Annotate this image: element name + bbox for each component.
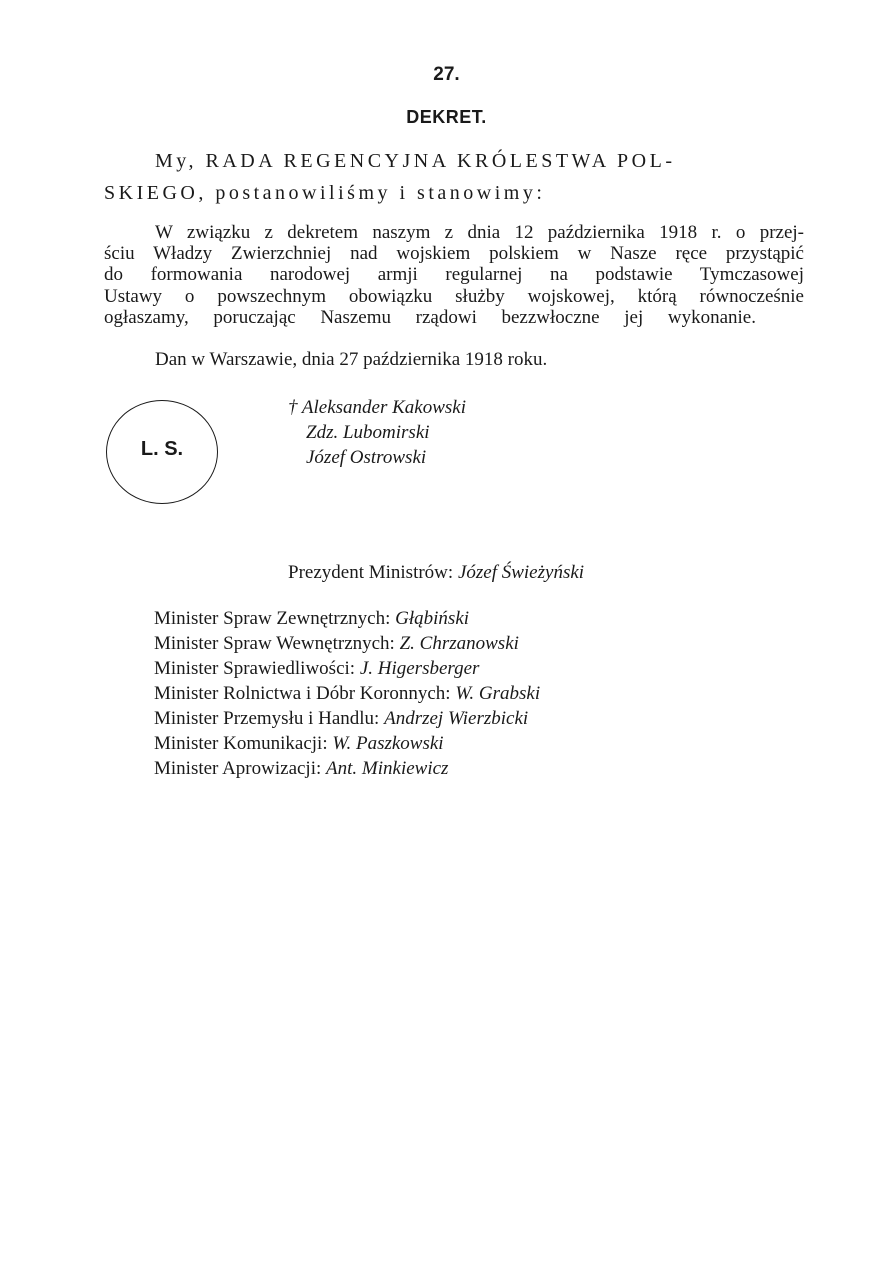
minister-name: W. Paszkowski [332,733,444,754]
president-name: Józef Świeżyński [457,562,585,583]
decree-title: DEKRET. [406,107,487,127]
body-line: ogłaszamy, poruczając Naszemu rządowi bezzwłoczne jej wykonanie. [104,307,756,328]
signature: Józef Ostrowski [306,447,427,468]
minister-name: J. Higersberger [359,658,480,679]
minister-label: Minister Przemysłu i Handlu: [154,708,380,729]
minister-label: Minister Aprowizacji: [154,758,322,779]
minister-name: W. Grabski [455,683,541,704]
seal-text: L. S. [140,438,184,460]
president-line [288,562,584,584]
minister-row [154,658,479,680]
minister-label: Minister Sprawiedliwości: [154,658,356,679]
preamble-line-1: My, RADA REGENCYJNA KRÓLESTWA POL- [155,150,676,172]
president-label: Prezydent Ministrów: [288,562,454,583]
body-line: W związku z dekretem naszym z dnia 12 października 1918 r. o przej- [155,222,804,243]
minister-name: Głąbiński [395,608,470,629]
body-line: ściu Władzy Zwierzchniej nad wojskiem polskiem w Nasze ręce przystąpić [104,243,804,264]
body-line: do formowania narodowej armji regularnej na podstawie Tymczasowej [104,264,804,285]
minister-row [154,608,469,630]
minister-row [154,733,444,755]
decree-number: 27. [433,64,460,85]
minister-label: Minister Spraw Wewnętrznych: [154,633,395,654]
signature: Zdz. Lubomirski [306,422,430,443]
minister-name: Z. Chrzanowski [399,633,519,654]
minister-name: Andrzej Wierzbicki [384,708,529,729]
minister-label: Minister Rolnictwa i Dóbr Koronnych: [154,683,451,704]
minister-row [154,683,540,705]
minister-row [154,708,528,730]
body-line: Ustawy o powszechnym obowiązku służby wojskowej, którą równocześnie [104,286,804,307]
preamble-line-2: SKIEGO, postanowiliśmy i stanowimy: [104,182,546,204]
minister-row [154,633,519,655]
signature: † Aleksander Kakowski [288,397,467,418]
minister-label: Minister Spraw Zewnętrznych: [154,608,391,629]
minister-name: Ant. Minkiewicz [326,758,449,779]
minister-row [154,758,448,780]
minister-label: Minister Komunikacji: [154,733,328,754]
date-line: Dan w Warszawie, dnia 27 października 1918 roku. [155,349,548,370]
